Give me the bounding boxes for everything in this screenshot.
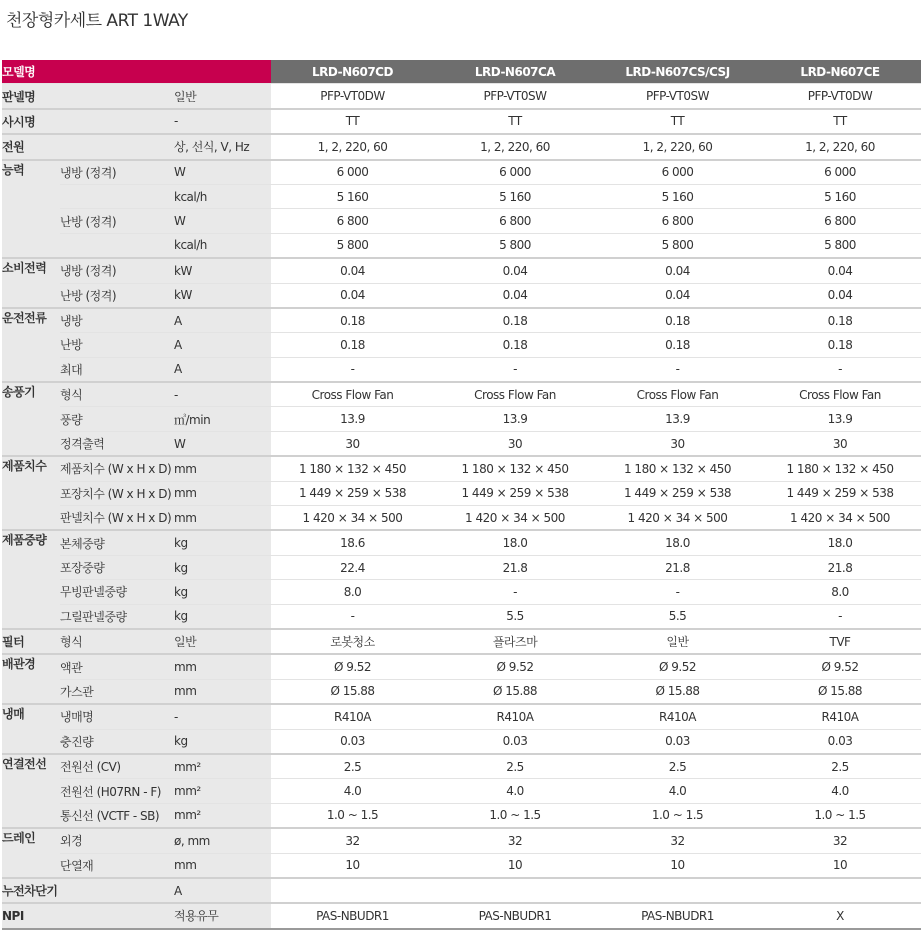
subcategory-label: 난방 (60, 333, 174, 357)
spec-value-cell: 22.4 (271, 555, 434, 579)
spec-value-cell: X (759, 903, 921, 928)
spec-value-cell (596, 878, 759, 903)
spec-value-cell: 5.5 (434, 604, 596, 629)
unit-label: kg (174, 604, 271, 629)
table-row (2, 654, 921, 679)
spec-value-cell: 1 449 × 259 × 538 (596, 481, 759, 505)
model-column-header: LRD-N607CA (434, 60, 596, 84)
subcategory-label (60, 903, 174, 928)
unit-label: mm (174, 679, 271, 704)
table-row (2, 184, 921, 208)
spec-value-cell: - (434, 357, 596, 382)
table-row (2, 109, 921, 134)
spec-value-cell: PFP-VT0DW (271, 84, 434, 109)
unit-label: kcal/h (174, 184, 271, 208)
table-row (2, 555, 921, 579)
subcategory-label: 전원선 (H07RN - F) (60, 779, 174, 803)
spec-value-cell: 1 180 × 132 × 450 (759, 456, 921, 481)
spec-value-cell: 6 800 (271, 209, 434, 233)
spec-value-cell: 18.6 (271, 530, 434, 555)
unit-label: W (174, 160, 271, 185)
spec-value-cell: 13.9 (596, 407, 759, 431)
spec-value-cell: 0.03 (271, 729, 434, 754)
subcategory-label: 전원선 (CV) (60, 754, 174, 779)
subcategory-label: 냉방 (60, 308, 174, 333)
subcategory-label: 무빙판넬중량 (60, 580, 174, 604)
subcategory-label: 형식 (60, 629, 174, 654)
table-row (2, 704, 921, 729)
spec-value-cell: 0.18 (596, 308, 759, 333)
table-row (2, 456, 921, 481)
spec-value-cell: 6 800 (434, 209, 596, 233)
spec-value-cell: TT (434, 109, 596, 134)
spec-value-cell: - (596, 357, 759, 382)
spec-value-cell: 6 800 (759, 209, 921, 233)
spec-value-cell: 0.18 (434, 333, 596, 357)
subcategory-label: 풍량 (60, 407, 174, 431)
category-label: 누전차단기 (2, 878, 60, 903)
model-column-header: LRD-N607CS/CSJ (596, 60, 759, 84)
table-row (2, 209, 921, 233)
spec-value-cell: R410A (434, 704, 596, 729)
spec-value-cell: 6 000 (271, 160, 434, 185)
subcategory-label: 액관 (60, 654, 174, 679)
spec-value-cell: 32 (596, 828, 759, 853)
spec-value-cell: - (759, 604, 921, 629)
spec-value-cell (759, 878, 921, 903)
unit-label: mm (174, 456, 271, 481)
spec-value-cell: 32 (759, 828, 921, 853)
category-label: 전원 (2, 134, 60, 159)
subcategory-label: 포장중량 (60, 555, 174, 579)
table-row (2, 333, 921, 357)
table-row (2, 729, 921, 754)
spec-value-cell: R410A (271, 704, 434, 729)
spec-value-cell: 1, 2, 220, 60 (434, 134, 596, 159)
spec-value-cell: 32 (434, 828, 596, 853)
unit-label: - (174, 704, 271, 729)
subcategory-label: 정격출력 (60, 431, 174, 456)
unit-label: mm² (174, 803, 271, 828)
unit-label: 일반 (174, 84, 271, 109)
spec-value-cell: 6 000 (434, 160, 596, 185)
spec-value-cell: 0.18 (271, 308, 434, 333)
unit-label: kW (174, 258, 271, 283)
spec-value-cell: 21.8 (759, 555, 921, 579)
table-row (2, 84, 921, 109)
spec-value-cell: Cross Flow Fan (759, 382, 921, 407)
spec-value-cell: 플라즈마 (434, 629, 596, 654)
unit-label: 상, 선식, V, Hz (174, 134, 271, 159)
unit-label: A (174, 333, 271, 357)
spec-value-cell: 6 000 (759, 160, 921, 185)
unit-label: 일반 (174, 629, 271, 654)
spec-value-cell: 0.18 (434, 308, 596, 333)
unit-label: mm (174, 654, 271, 679)
unit-label: mm² (174, 779, 271, 803)
spec-value-cell: 1 449 × 259 × 538 (271, 481, 434, 505)
unit-label: mm (174, 853, 271, 878)
spec-value-cell: 30 (759, 431, 921, 456)
unit-label: A (174, 878, 271, 903)
spec-value-cell: 30 (434, 431, 596, 456)
table-row (2, 233, 921, 258)
table-row (2, 160, 921, 185)
spec-value-cell: 6 000 (596, 160, 759, 185)
subcategory-label (60, 84, 174, 109)
spec-value-cell: TT (596, 109, 759, 134)
spec-value-cell: 일반 (596, 629, 759, 654)
spec-value-cell: 18.0 (434, 530, 596, 555)
spec-value-cell: 0.04 (596, 258, 759, 283)
table-row (2, 754, 921, 779)
spec-value-cell: Ø 9.52 (271, 654, 434, 679)
model-column-header: LRD-N607CD (271, 60, 434, 84)
category-label: 필터 (2, 629, 60, 654)
unit-label: ㎥/min (174, 407, 271, 431)
spec-value-cell: Ø 15.88 (271, 679, 434, 704)
category-label: 판넬명 (2, 84, 60, 109)
spec-value-cell: 1 180 × 132 × 450 (434, 456, 596, 481)
table-row (2, 308, 921, 333)
header-row (2, 60, 921, 84)
spec-value-cell: 32 (271, 828, 434, 853)
spec-value-cell: 1 420 × 34 × 500 (271, 506, 434, 531)
spec-value-cell: PFP-VT0DW (759, 84, 921, 109)
subcategory-label: 단열재 (60, 853, 174, 878)
spec-value-cell: 13.9 (759, 407, 921, 431)
subcategory-label: 냉방 (정격) (60, 258, 174, 283)
unit-label: - (174, 109, 271, 134)
table-row (2, 604, 921, 629)
spec-value-cell: TVF (759, 629, 921, 654)
spec-value-cell: 1, 2, 220, 60 (759, 134, 921, 159)
spec-value-cell: 로봇청소 (271, 629, 434, 654)
spec-value-cell: PFP-VT0SW (434, 84, 596, 109)
table-row (2, 407, 921, 431)
spec-value-cell: Ø 15.88 (596, 679, 759, 704)
spec-table-body (2, 84, 921, 929)
unit-label: mm (174, 481, 271, 505)
spec-value-cell: - (271, 604, 434, 629)
spec-value-cell: PAS-NBUDR1 (596, 903, 759, 928)
spec-value-cell: 0.04 (434, 283, 596, 308)
unit-label: A (174, 357, 271, 382)
spec-value-cell: 2.5 (759, 754, 921, 779)
table-row (2, 828, 921, 853)
spec-value-cell: R410A (759, 704, 921, 729)
table-row (2, 431, 921, 456)
table-row (2, 779, 921, 803)
spec-value-cell: 30 (271, 431, 434, 456)
unit-label: ø, mm (174, 828, 271, 853)
spec-value-cell (434, 878, 596, 903)
spec-value-cell: 18.0 (759, 530, 921, 555)
spec-value-cell: 8.0 (759, 580, 921, 604)
unit-label: kg (174, 555, 271, 579)
subcategory-label: 포장치수 (W x H x D) (60, 481, 174, 505)
unit-label: kg (174, 530, 271, 555)
subcategory-label (60, 109, 174, 134)
unit-label: A (174, 308, 271, 333)
spec-value-cell: 13.9 (271, 407, 434, 431)
spec-value-cell: 21.8 (596, 555, 759, 579)
subcategory-label: 외경 (60, 828, 174, 853)
category-label: 송풍기 (2, 382, 60, 456)
spec-value-cell: 1 420 × 34 × 500 (434, 506, 596, 531)
spec-value-cell: 2.5 (596, 754, 759, 779)
category-label: 배관경 (2, 654, 60, 704)
unit-label: 적용유무 (174, 903, 271, 928)
subcategory-label: 형식 (60, 382, 174, 407)
spec-value-cell: 2.5 (271, 754, 434, 779)
category-label: 연결전선 (2, 754, 60, 828)
subcategory-label (60, 233, 174, 258)
spec-value-cell: Ø 9.52 (434, 654, 596, 679)
spec-value-cell: 0.04 (434, 258, 596, 283)
spec-value-cell: 0.04 (271, 258, 434, 283)
unit-label: kg (174, 729, 271, 754)
subcategory-label (60, 184, 174, 208)
spec-value-cell: 4.0 (596, 779, 759, 803)
spec-value-cell: - (759, 357, 921, 382)
model-header-label: 모델명 (2, 60, 271, 84)
spec-value-cell: PAS-NBUDR1 (434, 903, 596, 928)
spec-value-cell: - (434, 580, 596, 604)
unit-label: kcal/h (174, 233, 271, 258)
spec-value-cell: Ø 15.88 (759, 679, 921, 704)
unit-label: W (174, 209, 271, 233)
page-title: 천장형카세트 ART 1WAY (6, 11, 188, 31)
spec-value-cell: 0.18 (759, 333, 921, 357)
spec-value-cell: 18.0 (596, 530, 759, 555)
spec-value-cell: 0.03 (434, 729, 596, 754)
category-label: NPI (2, 903, 60, 928)
subcategory-label (60, 878, 174, 903)
spec-value-cell: 0.18 (271, 333, 434, 357)
subcategory-label: 난방 (정격) (60, 283, 174, 308)
category-label: 사시명 (2, 109, 60, 134)
table-row (2, 382, 921, 407)
category-label: 제품치수 (2, 456, 60, 530)
subcategory-label: 냉매명 (60, 704, 174, 729)
category-label: 능력 (2, 160, 60, 259)
spec-value-cell: 0.18 (759, 308, 921, 333)
spec-value-cell: 1 420 × 34 × 500 (759, 506, 921, 531)
spec-value-cell: 2.5 (434, 754, 596, 779)
spec-value-cell: 1 449 × 259 × 538 (759, 481, 921, 505)
spec-value-cell: 0.03 (596, 729, 759, 754)
spec-value-cell: Cross Flow Fan (596, 382, 759, 407)
category-label: 드레인 (2, 828, 60, 878)
spec-value-cell: 0.18 (596, 333, 759, 357)
table-row (2, 530, 921, 555)
spec-value-cell: 1.0 ~ 1.5 (271, 803, 434, 828)
spec-value-cell: 5.5 (596, 604, 759, 629)
spec-value-cell: 5 800 (596, 233, 759, 258)
spec-value-cell: 5 800 (759, 233, 921, 258)
spec-value-cell: 1.0 ~ 1.5 (596, 803, 759, 828)
table-row (2, 853, 921, 878)
spec-value-cell: 0.04 (271, 283, 434, 308)
spec-value-cell: 5 160 (596, 184, 759, 208)
subcategory-label (60, 134, 174, 159)
table-row (2, 903, 921, 928)
spec-value-cell: 5 160 (759, 184, 921, 208)
spec-value-cell: Ø 15.88 (434, 679, 596, 704)
spec-value-cell: 5 160 (271, 184, 434, 208)
table-row (2, 679, 921, 704)
spec-value-cell (271, 878, 434, 903)
spec-value-cell: 5 800 (271, 233, 434, 258)
spec-value-cell: 5 800 (434, 233, 596, 258)
unit-label: kW (174, 283, 271, 308)
table-row (2, 629, 921, 654)
spec-value-cell: PFP-VT0SW (596, 84, 759, 109)
spec-value-cell: 0.04 (759, 283, 921, 308)
subcategory-label: 가스관 (60, 679, 174, 704)
spec-value-cell: 30 (596, 431, 759, 456)
spec-value-cell: - (271, 357, 434, 382)
spec-value-cell: Ø 9.52 (759, 654, 921, 679)
spec-value-cell: 4.0 (271, 779, 434, 803)
spec-value-cell: 1 449 × 259 × 538 (434, 481, 596, 505)
spec-value-cell: 1 180 × 132 × 450 (596, 456, 759, 481)
table-row (2, 481, 921, 505)
spec-value-cell: R410A (596, 704, 759, 729)
spec-value-cell: 5 160 (434, 184, 596, 208)
subcategory-label: 제품치수 (W x H x D) (60, 456, 174, 481)
category-label: 운전전류 (2, 308, 60, 382)
spec-value-cell: 21.8 (434, 555, 596, 579)
table-row (2, 506, 921, 531)
spec-value-cell: - (596, 580, 759, 604)
table-row (2, 134, 921, 159)
spec-value-cell: 1 420 × 34 × 500 (596, 506, 759, 531)
subcategory-label: 본체중량 (60, 530, 174, 555)
table-row (2, 258, 921, 283)
spec-value-cell: 10 (434, 853, 596, 878)
table-row (2, 357, 921, 382)
spec-value-cell: 10 (271, 853, 434, 878)
unit-label: kg (174, 580, 271, 604)
subcategory-label: 냉방 (정격) (60, 160, 174, 185)
category-label: 소비전력 (2, 258, 60, 308)
subcategory-label: 충진량 (60, 729, 174, 754)
spec-value-cell: 1 180 × 132 × 450 (271, 456, 434, 481)
spec-value-cell: 4.0 (759, 779, 921, 803)
table-row (2, 878, 921, 903)
table-row (2, 803, 921, 828)
spec-value-cell: 8.0 (271, 580, 434, 604)
spec-value-cell: 0.03 (759, 729, 921, 754)
unit-label: mm (174, 506, 271, 531)
spec-value-cell: 1.0 ~ 1.5 (434, 803, 596, 828)
model-column-header: LRD-N607CE (759, 60, 921, 84)
spec-value-cell: 0.04 (596, 283, 759, 308)
spec-value-cell: Cross Flow Fan (434, 382, 596, 407)
spec-value-cell: 10 (759, 853, 921, 878)
category-label: 제품중량 (2, 530, 60, 629)
subcategory-label: 통신선 (VCTF - SB) (60, 803, 174, 828)
spec-value-cell: Cross Flow Fan (271, 382, 434, 407)
subcategory-label: 최대 (60, 357, 174, 382)
category-label: 냉매 (2, 704, 60, 754)
spec-value-cell: TT (271, 109, 434, 134)
spec-value-cell: 13.9 (434, 407, 596, 431)
subcategory-label: 난방 (정격) (60, 209, 174, 233)
spec-value-cell: 6 800 (596, 209, 759, 233)
spec-value-cell: 1, 2, 220, 60 (271, 134, 434, 159)
unit-label: W (174, 431, 271, 456)
spec-value-cell: 4.0 (434, 779, 596, 803)
spec-value-cell: 0.04 (759, 258, 921, 283)
spec-table (2, 60, 921, 930)
subcategory-label: 판넬치수 (W x H x D) (60, 506, 174, 531)
unit-label: mm² (174, 754, 271, 779)
spec-value-cell: Ø 9.52 (596, 654, 759, 679)
spec-value-cell: PAS-NBUDR1 (271, 903, 434, 928)
spec-value-cell: 1.0 ~ 1.5 (759, 803, 921, 828)
spec-value-cell: TT (759, 109, 921, 134)
table-row (2, 580, 921, 604)
table-row (2, 283, 921, 308)
spec-value-cell: 10 (596, 853, 759, 878)
subcategory-label: 그릴판넬중량 (60, 604, 174, 629)
spec-value-cell: 1, 2, 220, 60 (596, 134, 759, 159)
unit-label: - (174, 382, 271, 407)
